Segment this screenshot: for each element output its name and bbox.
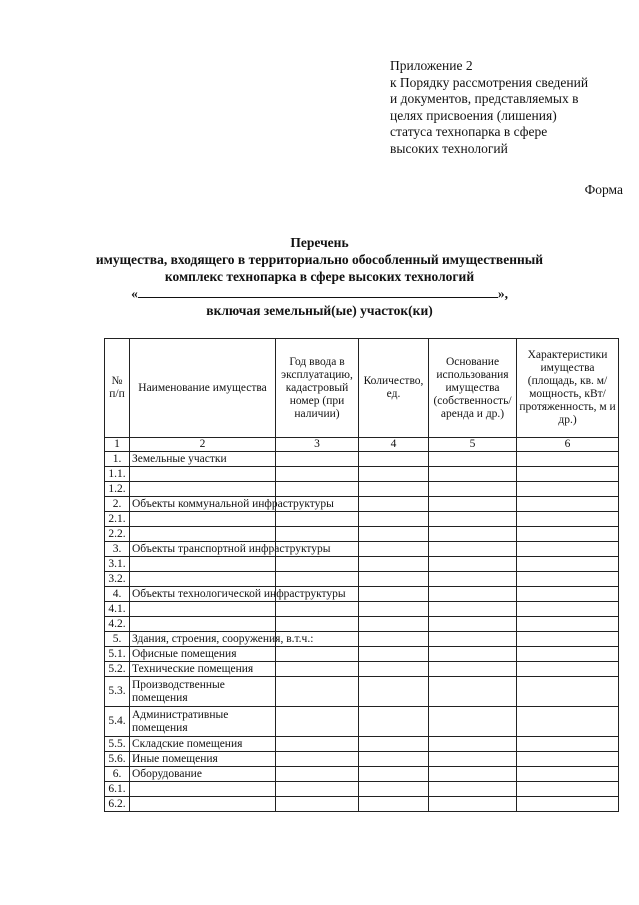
section-title: Объекты транспортной инфраструктуры xyxy=(132,542,331,555)
table-row xyxy=(105,707,619,737)
appendix-line: высоких технологий xyxy=(390,140,508,156)
row-number: 5.6. xyxy=(105,752,130,767)
header-name: Наименование имущества xyxy=(130,339,276,438)
row-number: 6. xyxy=(105,767,130,782)
empty-cell[interactable] xyxy=(359,527,429,542)
row-name: Иные помещения xyxy=(130,752,276,767)
section-title: Объекты технологической инфраструктуры xyxy=(132,587,346,600)
row-number: 3.2. xyxy=(105,572,130,587)
empty-cell[interactable] xyxy=(517,512,619,527)
empty-cell[interactable] xyxy=(429,662,517,677)
table-row xyxy=(105,782,619,797)
empty-cell[interactable] xyxy=(517,602,619,617)
row-number: 2.1. xyxy=(105,512,130,527)
row-number: 1.2. xyxy=(105,482,130,497)
empty-cell[interactable] xyxy=(429,542,517,557)
header-num: № п/п xyxy=(105,339,130,438)
row-number: 2. xyxy=(105,497,130,512)
empty-cell[interactable] xyxy=(429,587,517,602)
table-row xyxy=(105,752,619,767)
table-section-row xyxy=(105,497,619,512)
empty-cell[interactable] xyxy=(517,557,619,572)
row-number: 5.3. xyxy=(105,677,130,707)
table-body xyxy=(105,438,619,812)
row-number: 3. xyxy=(105,542,130,557)
empty-cell[interactable] xyxy=(359,707,429,737)
table-row xyxy=(105,557,619,572)
empty-cell[interactable] xyxy=(429,602,517,617)
column-number: 3 xyxy=(276,438,359,452)
technopark-name-blank[interactable] xyxy=(138,285,498,298)
table-row xyxy=(105,647,619,662)
empty-cell[interactable] xyxy=(359,632,429,647)
empty-cell[interactable] xyxy=(276,467,359,482)
empty-cell[interactable] xyxy=(359,617,429,632)
table-row xyxy=(105,527,619,542)
row-name: Технические помещения xyxy=(130,662,276,677)
table-row xyxy=(105,677,619,707)
row-number: 4.1. xyxy=(105,602,130,617)
row-number: 5. xyxy=(105,632,130,647)
empty-cell[interactable] xyxy=(517,677,619,707)
empty-cell[interactable] xyxy=(276,512,359,527)
empty-cell[interactable] xyxy=(517,752,619,767)
column-number: 5 xyxy=(429,438,517,452)
empty-cell[interactable] xyxy=(276,452,359,467)
table-section-row xyxy=(105,632,619,647)
row-name xyxy=(130,797,276,812)
appendix-line: к Порядку рассмотрения сведений xyxy=(390,74,589,90)
empty-cell[interactable] xyxy=(276,527,359,542)
header-year: Год ввода в эксплуатацию, кадастровый номер (при наличии) xyxy=(276,339,359,438)
empty-cell[interactable] xyxy=(359,467,429,482)
row-number: 1. xyxy=(105,452,130,467)
empty-cell[interactable] xyxy=(359,752,429,767)
row-number: 6.2. xyxy=(105,797,130,812)
table-section-row xyxy=(105,767,619,782)
empty-cell[interactable] xyxy=(359,542,429,557)
empty-cell[interactable] xyxy=(429,497,517,512)
table-section-row xyxy=(105,587,619,602)
header-basis: Основание использования имущества (собственность/ аренда и др.) xyxy=(429,339,517,438)
row-number: 2.2. xyxy=(105,527,130,542)
empty-cell[interactable] xyxy=(276,737,359,752)
empty-cell[interactable] xyxy=(359,602,429,617)
empty-cell[interactable] xyxy=(429,677,517,707)
empty-cell[interactable] xyxy=(517,542,619,557)
table-row xyxy=(105,482,619,497)
empty-cell[interactable] xyxy=(517,662,619,677)
empty-cell[interactable] xyxy=(276,677,359,707)
empty-cell[interactable] xyxy=(359,512,429,527)
row-number: 5.1. xyxy=(105,647,130,662)
empty-cell[interactable] xyxy=(359,557,429,572)
row-name xyxy=(130,497,334,512)
column-number: 6 xyxy=(517,438,619,452)
section-title: Оборудование xyxy=(132,767,202,780)
header-quantity: Количество, ед. xyxy=(359,339,429,438)
section-title: Земельные участки xyxy=(132,452,227,465)
empty-cell[interactable] xyxy=(276,797,359,812)
row-name: Складские помещения xyxy=(130,737,276,752)
table-row xyxy=(105,617,619,632)
empty-cell[interactable] xyxy=(276,617,359,632)
row-number: 5.4. xyxy=(105,707,130,737)
empty-cell[interactable] xyxy=(517,767,619,782)
empty-cell[interactable] xyxy=(276,482,359,497)
empty-cell[interactable] xyxy=(276,707,359,737)
table-row xyxy=(105,572,619,587)
empty-cell[interactable] xyxy=(276,647,359,662)
empty-cell[interactable] xyxy=(429,452,517,467)
empty-cell[interactable] xyxy=(517,632,619,647)
empty-cell[interactable] xyxy=(517,617,619,632)
empty-cell[interactable] xyxy=(429,782,517,797)
row-name xyxy=(130,617,276,632)
title-line-2: имущества, входящего в территориально обособленный имущественный xyxy=(95,252,544,267)
section-title: Объекты коммунальной инфраструктуры xyxy=(132,497,334,510)
table-row xyxy=(105,602,619,617)
title-line-3: комплекс технопарка в сфере высоких технологий xyxy=(164,269,475,284)
empty-cell[interactable] xyxy=(359,482,429,497)
row-number: 1.1. xyxy=(105,467,130,482)
row-name xyxy=(130,482,276,497)
row-name xyxy=(130,557,276,572)
row-name xyxy=(130,527,276,542)
row-number: 5.2. xyxy=(105,662,130,677)
empty-cell[interactable] xyxy=(359,737,429,752)
technopark-name-line xyxy=(0,285,639,302)
empty-cell[interactable] xyxy=(429,512,517,527)
empty-cell[interactable] xyxy=(359,647,429,662)
empty-cell[interactable] xyxy=(429,467,517,482)
table-row xyxy=(105,467,619,482)
quote-open: « xyxy=(131,286,138,301)
empty-cell[interactable] xyxy=(429,527,517,542)
section-title: Здания, строения, сооружения, в.т.ч.: xyxy=(132,632,314,645)
row-name xyxy=(130,572,276,587)
empty-cell[interactable] xyxy=(517,482,619,497)
empty-cell[interactable] xyxy=(517,467,619,482)
empty-cell[interactable] xyxy=(429,557,517,572)
row-number: 4.2. xyxy=(105,617,130,632)
empty-cell[interactable] xyxy=(359,572,429,587)
header-characteristics: Характеристики имущества (площадь, кв. м/ мощность, кВт/ протяженность, м и др.) xyxy=(517,339,619,438)
row-number: 6.1. xyxy=(105,782,130,797)
empty-cell[interactable] xyxy=(429,707,517,737)
row-number: 4. xyxy=(105,587,130,602)
column-number: 2 xyxy=(130,438,276,452)
empty-cell[interactable] xyxy=(517,527,619,542)
table-row xyxy=(105,737,619,752)
table-section-row xyxy=(105,452,619,467)
empty-cell[interactable] xyxy=(429,767,517,782)
empty-cell[interactable] xyxy=(359,797,429,812)
empty-cell[interactable] xyxy=(429,617,517,632)
appendix-line: Приложение 2 xyxy=(390,58,473,73)
empty-cell[interactable] xyxy=(359,662,429,677)
empty-cell[interactable] xyxy=(276,752,359,767)
appendix-line: целях присвоения (лишения) xyxy=(390,107,557,123)
empty-cell[interactable] xyxy=(276,767,359,782)
row-name xyxy=(130,452,276,467)
row-name xyxy=(130,542,331,557)
empty-cell[interactable] xyxy=(359,782,429,797)
empty-cell[interactable] xyxy=(429,752,517,767)
table-row xyxy=(105,662,619,677)
empty-cell[interactable] xyxy=(517,572,619,587)
column-number: 4 xyxy=(359,438,429,452)
empty-cell[interactable] xyxy=(517,497,619,512)
empty-cell[interactable] xyxy=(359,497,429,512)
appendix-line: статуса технопарка в сфере xyxy=(390,124,548,139)
row-name xyxy=(130,467,276,482)
empty-cell[interactable] xyxy=(517,782,619,797)
property-table xyxy=(104,338,619,812)
row-name xyxy=(130,587,346,602)
row-name xyxy=(130,512,276,527)
empty-cell[interactable] xyxy=(359,677,429,707)
row-number: 3.1. xyxy=(105,557,130,572)
row-name xyxy=(130,782,276,797)
empty-cell[interactable] xyxy=(517,452,619,467)
empty-cell[interactable] xyxy=(429,482,517,497)
empty-cell[interactable] xyxy=(429,572,517,587)
row-name xyxy=(130,632,314,647)
column-number-row xyxy=(105,438,619,452)
empty-cell[interactable] xyxy=(429,737,517,752)
empty-cell[interactable] xyxy=(517,587,619,602)
empty-cell[interactable] xyxy=(429,632,517,647)
row-name: Производственные помещения xyxy=(130,677,276,707)
row-name xyxy=(130,602,276,617)
appendix-note xyxy=(390,58,630,157)
appendix-line: и документов, представляемых в xyxy=(390,91,579,106)
empty-cell[interactable] xyxy=(359,767,429,782)
empty-cell[interactable] xyxy=(517,797,619,812)
empty-cell[interactable] xyxy=(429,647,517,662)
document-title xyxy=(0,234,639,319)
empty-cell[interactable] xyxy=(517,737,619,752)
table-row xyxy=(105,512,619,527)
empty-cell[interactable] xyxy=(429,797,517,812)
quote-close: », xyxy=(497,286,508,301)
empty-cell[interactable] xyxy=(517,647,619,662)
empty-cell[interactable] xyxy=(359,452,429,467)
row-number: 5.5. xyxy=(105,737,130,752)
empty-cell[interactable] xyxy=(517,707,619,737)
empty-cell[interactable] xyxy=(276,662,359,677)
table-section-row xyxy=(105,542,619,557)
empty-cell[interactable] xyxy=(359,587,429,602)
table-header-row xyxy=(105,339,619,438)
empty-cell[interactable] xyxy=(276,602,359,617)
form-label: Форма xyxy=(584,182,623,197)
empty-cell[interactable] xyxy=(276,782,359,797)
title-line-5: включая земельный(ые) участок(ки) xyxy=(206,303,433,318)
empty-cell[interactable] xyxy=(276,572,359,587)
row-name: Административные помещения xyxy=(130,707,276,737)
column-number: 1 xyxy=(105,438,130,452)
row-name xyxy=(130,767,276,782)
row-name: Офисные помещения xyxy=(130,647,276,662)
empty-cell[interactable] xyxy=(276,557,359,572)
title-line-1: Перечень xyxy=(290,235,349,250)
table-row xyxy=(105,797,619,812)
